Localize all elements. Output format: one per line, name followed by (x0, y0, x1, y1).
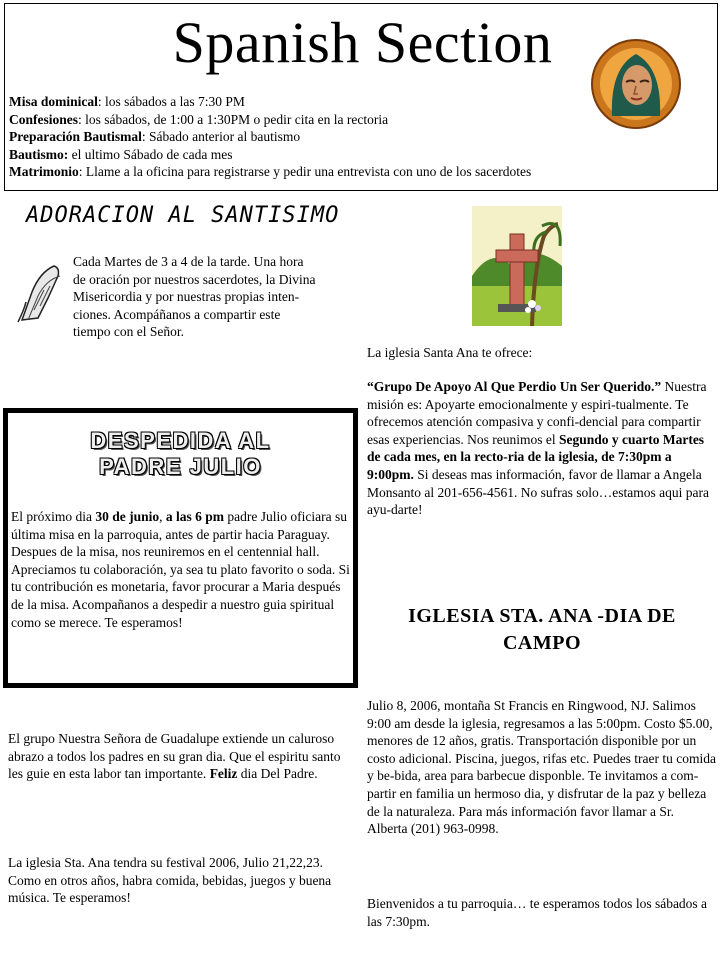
schedule-line: Bautismo: el ultimo Sábado de cada mes (9, 146, 233, 162)
adoracion-text (73, 253, 365, 341)
grupo-intro: La iglesia Santa Ana te ofrece: (367, 345, 533, 360)
guadalupe-paragraph: El grupo Nuestra Señora de Guadalupe extiende un caluroso abrazo a todos los padres en su gran dia. Que el espiritu santo les guie en esta labor tan importante. Feliz dia Del Padre. (8, 731, 341, 782)
despedida-heading: DESPEDIDA AL PADRE JULIO (90, 428, 271, 479)
adoracion-heading: ADORACION AL SANTISIMO (26, 203, 340, 228)
grupo-paragraph: “Grupo De Apoyo Al Que Perdio Un Ser Querido.” Nuestra misión es: Apoyarte emocionalmente y espiri-tualmente. Te ofrecemos atención compasiva y confi-dencial para compartir esas experiencias. Nos reunimos el Segundo y cuarto Martes de cada mes, en la recto-ria de la iglesia, de 7:30pm a 9:00pm. Si deseas mas información, favor de llamar a Angela Monsanto al 201-656-4561. No sufras solo…estamos aqui para ayu-darte! (367, 379, 709, 518)
schedule-list (9, 93, 531, 181)
schedule-line: Misa dominical: los sábados a las 7:30 PM (9, 94, 245, 109)
despedida-text: El próximo dia 30 de junio, a las 6 pm padre Julio oficiara su última misa en la parroquia, antes de partir hacia Paraguay. Despues de la misa, nos reuniremos en el centennial hall. Apreciamos tu colaboración, ya sea tu plato favorito o soda. Si tu contribución es monetaria, favor procurar a Maria después de la misa. Acompañanos a despedir a nuestro guia spiritual como se merece. Te esperamos! (11, 509, 350, 630)
festival-paragraph: La iglesia Sta. Ana tendra su festival 2006, Julio 21,22,23. Como en otros años, habra comida, bebidas, juegos y buena música. Te esperamos! (8, 855, 332, 906)
dia-de-campo-paragraph: Julio 8, 2006, montaña St Francis en Ringwood, NJ. Salimos 9:00 am desde la iglesia, regresamos a las 5:00pm. Costo $5.00, menores de 12 años, gratis. Transportación disponible por un costo adicional. Piscina, juegos, rifas etc. Puedes traer tu comida y be-bida, area para barbecue disponble. Te invitamos a com-partir en familia un hermoso dia, y disfrutar de la paz y belleza de la naturaleza. Para más información favor llamar a Sr. Alberta (201) 963-0998. (367, 698, 717, 837)
text-line: de oración por nuestros sacerdotes, la Divina (73, 271, 316, 287)
dia-de-campo-heading: IGLESIA STA. ANA -DIA DE CAMPO (408, 605, 676, 654)
schedule-line: Confesiones: los sábados, de 1:00 a 1:30PM o pedir cita en la rectoria (9, 111, 389, 127)
text-line: ciones. Acompáñanos a compartir este (73, 306, 281, 322)
text-line: Cada Martes de 3 a 4 de la tarde. Una hora (73, 254, 304, 269)
schedule-line: Matrimonio: Llame a la oficina para registrarse y pedir una entrevista con uno de los sacerdotes (9, 164, 532, 179)
virgin-of-guadalupe-image (590, 38, 682, 130)
cross-image (472, 206, 562, 326)
bienvenidos-paragraph: Bienvenidos a tu parroquia… te esperamos todos los sábados a las 7:30pm. (367, 896, 708, 929)
page-title: Spanish Section (172, 10, 553, 75)
schedule-line: Preparación Bautismal: Sábado anterior al bautismo (9, 129, 301, 144)
text-line: Misericordia y por nuestras propias inten- (73, 289, 300, 304)
praying-hands-icon (14, 262, 68, 324)
text-line: tiempo con el Señor. (73, 324, 184, 339)
